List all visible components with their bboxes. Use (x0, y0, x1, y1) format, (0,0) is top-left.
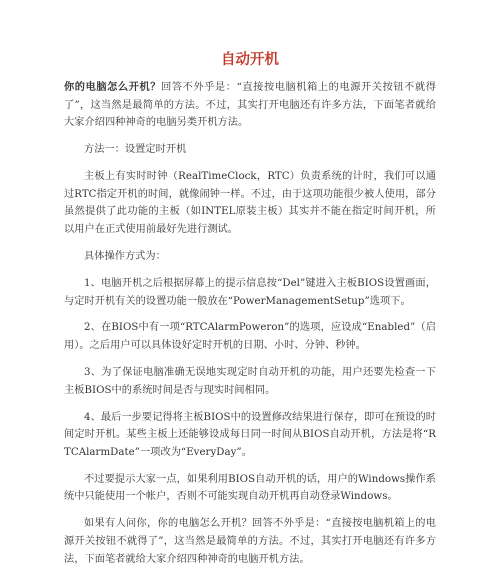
step-1: 1、电脑开机之后根据屏幕上的提示信息按“Del”键进入主板BIOS设置画面，与定时开机有关的设置功能一般放在“PowerManagementSetup”选项下。 (64, 277, 436, 307)
intro-paragraph (64, 79, 436, 132)
step-2: 2、在BIOS中有一项“RTCAlarmPoweron”的选项，应设成“Enabled”（启用）。之后用户可以具体设好定时开机的日期、小时、分钟、秒钟。 (64, 322, 436, 352)
article-title: 自动开机 (221, 51, 279, 68)
tip-paragraph: 不过要提示大家一点，如果利用BIOS自动开机的话，用户的Windows操作系统中只能使用一个帐户，否则不可能实现自动开机再自动登录Windows。 (64, 473, 436, 503)
intro-text: 回答不外乎是：“直接按电脑机箱上的电源开关按钮不就得了”，这当然是最简单的方法。不过，其实打开电脑还有许多方法，下面笔者就给大家介绍四种神奇的电脑另类开机方法。 (64, 82, 436, 129)
intro-lead: 你的电脑怎么开机？ (64, 81, 162, 93)
steps-heading: 具体操作方式为： (84, 250, 166, 262)
closing-paragraph: 如果有人问你，你的电脑怎么开机？回答不外乎是：“直接按电脑机箱上的电源开关按钮不就得了”，这当然是最简单的方法。不过，其实打开电脑还有许多方法，下面笔者就给大家介绍四种神奇的电脑开机方法。 (64, 518, 436, 565)
method1-description: 主板上有实时时钟（RealTimeClock，RTC）负责系统的计时，我们可以通过RTC指定开机的时间，就像闹钟一样。不过，由于这项功能很少被人使用，部分虽然提供了此功能的主板（如INTEL原装主板）其实并不能在指定时间开机，所以用户在正式使用前最好先进行测试。 (64, 171, 436, 235)
step-3: 3、为了保证电脑准确无误地实现定时自动开机的功能，用户还要先检查一下主板BIOS中的系统时间是否与现实时间相同。 (64, 367, 436, 396)
step-4: 4、最后一步要记得将主板BIOS中的设置修改结果进行保存，即可在预设的时间定时开机。某些主板上还能够设成每日同一时间从BIOS自动开机，方法是将“RTCAlarmDate”一项改为“EveryDay”。 (64, 411, 436, 458)
method1-heading: 方法一：设置定时开机 (84, 144, 187, 156)
